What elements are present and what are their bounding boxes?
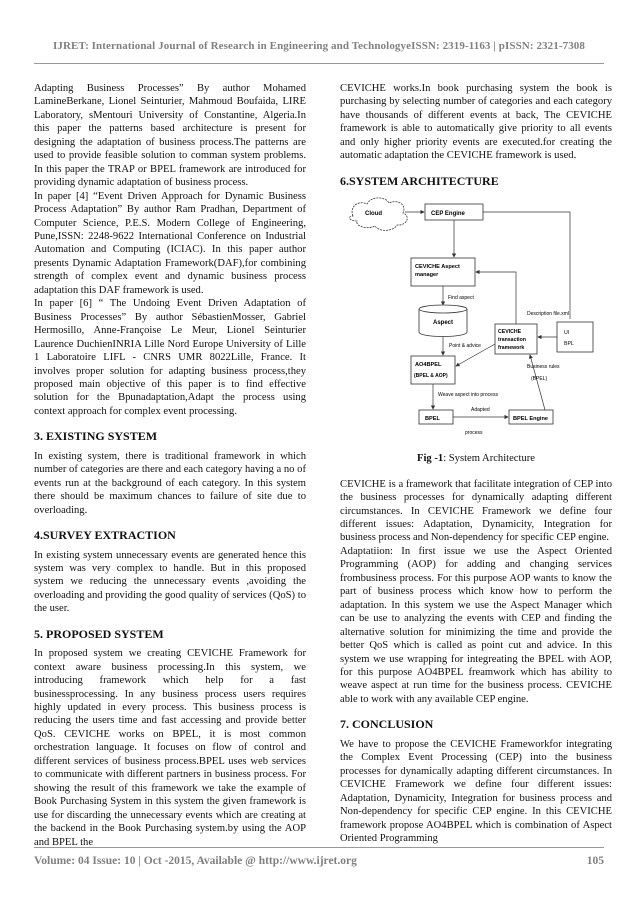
- section-heading-proposed-system: 5. PROPOSED SYSTEM: [34, 626, 164, 641]
- ui-label: UI: [564, 330, 570, 337]
- ceviche-tf-label-line1: CEVICHE: [498, 329, 522, 336]
- page-number: 105: [586, 855, 604, 867]
- section-heading-survey-extraction: 4.SURVEY EXTRACTION: [34, 528, 176, 543]
- paragraph: In existing system, there is traditional framework in which number of categories are there and each category having a no of events run at the background of each category. In this system there should be maximum chances to failure of site due to overloading.: [34, 450, 306, 516]
- paragraph: CEVICHE works.In book purchasing system the book is purchasing by selecting number of categories and each category have thousands of different events at back, The CEVICHE framework is able to automatically give priority to all events and only higher priority events are executed.for creating the automatic adaptation the CEVICHE framework is used.: [340, 83, 612, 162]
- bpel-label: BPEL: [425, 416, 440, 423]
- right-column: [340, 82, 612, 845]
- aspect-label: Aspect: [433, 320, 454, 327]
- cloud-label: Cloud: [365, 211, 382, 218]
- figure-caption-text: : System Architecture: [443, 453, 535, 465]
- find-aspect-label: Find aspect: [448, 295, 474, 302]
- ao4bpel-label-line2: (BPEL & AOP): [414, 373, 448, 380]
- weave-aspect-label: Weave aspect into process: [438, 392, 498, 399]
- bpel-paren-label: (BPEL): [531, 376, 548, 383]
- process-label: process: [465, 430, 483, 437]
- figure-caption: [340, 452, 612, 465]
- aspect-manager-label-line1: CEVICHE Aspect: [415, 264, 460, 271]
- paragraph: In proposed system we creating CEVICHE Framework for context aware business processing.In this system, we introducing framework which help for a fast businessprocessing. In any business process users requires highly updated in every process. This business process is reducing the users time and fast accessing and provide better QoS. CEVICHE works on BPEL, it is most common orchestration language. It focuses on flow of control and different services of business process.BPEL uses web services to communicate with different partners in business process. For showing the result of this framework we take the example of Book Purchasing System in this system the given framework is use for discarding the unnecessary events which are creating at the backend in the Book Purchasing system.by using the AOP and BPEL the: [34, 648, 306, 848]
- bpel-engine-label: BPEL Engine: [513, 416, 549, 423]
- figure-caption-label: Fig -1: [417, 453, 444, 465]
- system-architecture-diagram: [345, 194, 607, 446]
- footer-volume-info: Volume: 04 Issue: 10 | Oct -2015, Available @ http://www.ijret.org: [34, 855, 357, 867]
- bpl-label: BPL: [564, 341, 574, 348]
- aspect-manager-label-line2: manager: [415, 272, 439, 279]
- paragraph: CEVICHE is a framework that facilitate integration of CEP into the business processes for dynamically adapting different circumstances. In CEVICHE Framework we define four different issues: Adaptation, Dynamicity, Integration for business process and Non-dependency for specific CEP engine.: [340, 478, 612, 544]
- description-file-label: Description file.xml: [527, 311, 569, 318]
- section-heading-conclusion: 7. CONCLUSION: [340, 717, 434, 732]
- section-heading-existing-system: 3. EXISTING SYSTEM: [34, 429, 158, 444]
- paragraph: Adaptatiion: In first issue we use the Aspect Oriented Programming (AOP) for adding and changing services frombusiness process. For this purpose AOP wants to know the part of business process which know how to perform the adaptation. In this system we use the Aspect Manager which can be use to analyzing the events with CEP and finding the alternative solution for minimizing the time and provide the better QoS which is called as point cut and advice. In this system we use wrapping for integreating the BPEL with AOP, for this purpose AO4BPEL freamwork which has ability to weave aspect at run time for the business process. CEVICHE able to work with any available CEP engine.: [340, 545, 612, 705]
- ceviche-tf-label-line2: transaction: [498, 337, 526, 344]
- business-rules-label: Business rules: [527, 364, 560, 371]
- header-rule: [34, 63, 604, 64]
- ao4bpel-box: [411, 356, 455, 384]
- ao4bpel-label-line1: AO4BPEL: [415, 362, 442, 369]
- cep-engine-label: CEP Engine: [431, 211, 465, 218]
- paragraph: In paper [4] “Event Driven Approach for Dynamic Business Process Adaptation” By author Ram Pradhan, Department of Computer Science, P.E.S. Modern College of Engineering, Pune,ISSN: 2248-9622 International Conference on Industrial Automation and Computing (ICIAC). In this paper author presents Dynamic Adaptation Framework(DAF),for combining strength of complex event and dynamic business process adaptation this DAF framework is used.: [34, 190, 306, 296]
- ceviche-tf-label-line3: framework: [498, 345, 525, 352]
- section-heading-system-architecture: 6.SYSTEM ARCHITECTURE: [340, 173, 499, 188]
- point-advice-label: Point & advice: [449, 343, 481, 350]
- adapted-label: Adapted: [471, 407, 490, 414]
- paragraph: Adapting Business Processes” By author Mohamed LamineBerkane, Lionel Seinturier, Mahmoud Boufaida, LIRE Laboratory, sMentouri University of Constantine, Algeria.In this paper the patterns based architecture is present for designing the adaptation of business process.The patterns are used to provide feasible solution to comman system problems. In this paper the TRAP or BPEL framework are introduced for providing dynamic adaptation of business process.: [34, 83, 306, 189]
- left-column: [34, 82, 306, 849]
- footer-rule: [34, 847, 604, 848]
- paragraph: In existing system unnecessary events are generated hence this system was very complex to handle. But in this proposed system we reducing the unnecessary events ,avoiding the overloading and providing the good quality of services (QoS) to the user.: [34, 549, 306, 615]
- paragraph: We have to propose the CEVICHE Frameworkfor integrating the Complex Event Processing (CEP) into the business processes for dynamically adapting different circumstances. In CEVICHE Framework we define four different issues: Adaptation, Dynamicity, Integration for business process and Non-dependency for specific CEP engine. In this CEVICHE framework propose AO4BPEL which is combination of Aspect Oriented Programming: [340, 738, 612, 844]
- paragraph: In paper [6] “ The Undoing Event Driven Adaptation of Business Processes” By author SébastienMosser, Gabriel Hermosillo, Anne-Françoise Le Meur, Lionel Seinturier Laurence DuchienINRIA Lille Nord Europe University of Lille 1 Laboratoire LIFL - CNRS UMR 8022Lille, France. It involves proper solution for adapting business process,they proposed main objective of this paper is to find effective solution for the Bpunadaptation,Adapt the process using context approach for complex event processing.: [34, 298, 306, 417]
- journal-header: IJRET: International Journal of Research in Engineering and TechnologyeISSN: 2319-1163 | pISSN: 2321-7308: [52, 40, 586, 52]
- ui-bpl-box: [557, 322, 593, 352]
